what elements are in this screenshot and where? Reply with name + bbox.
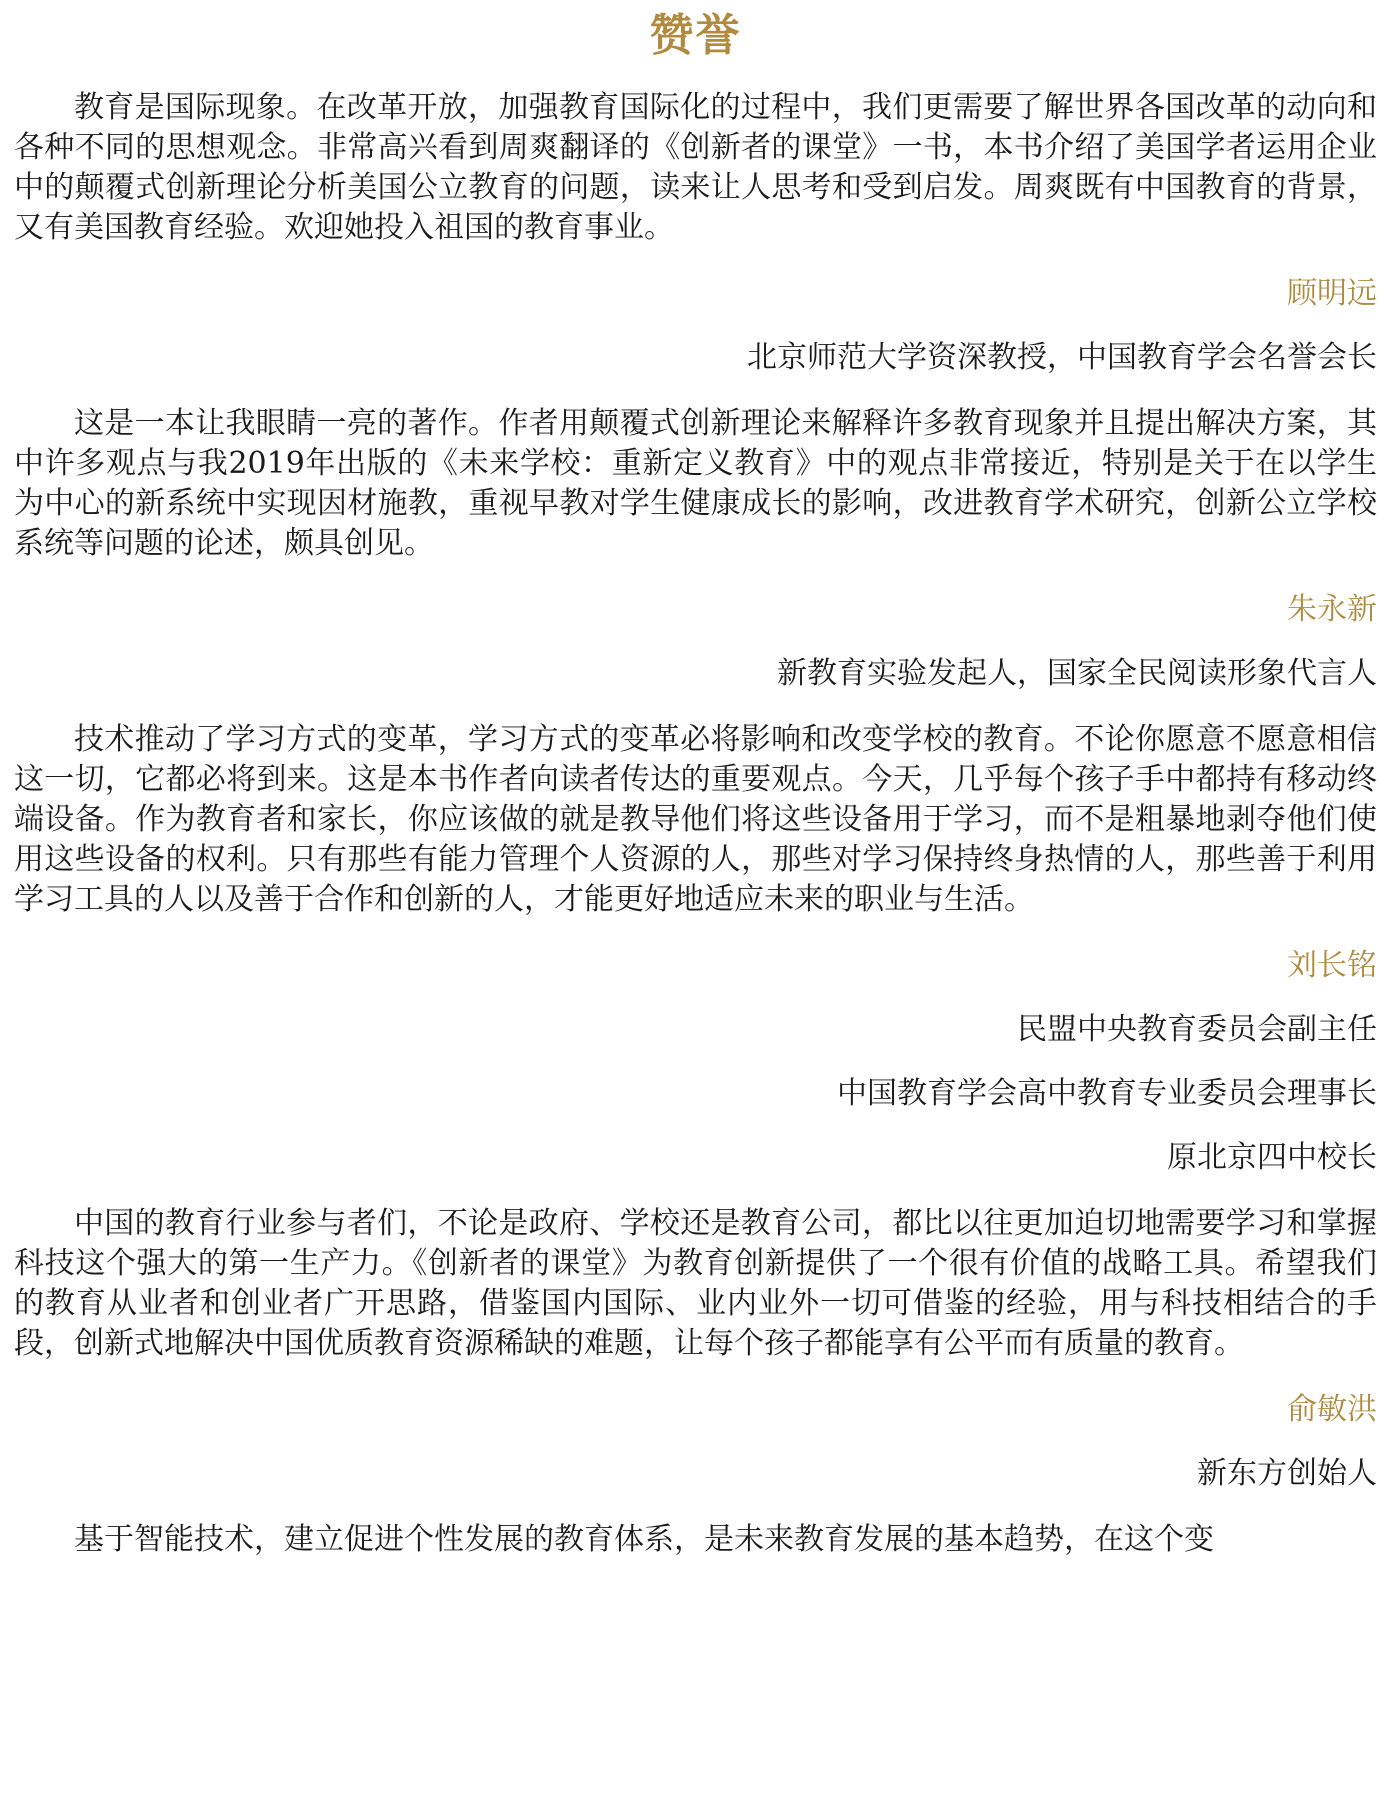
endorsement-role: 民盟中央教育委员会副主任 [1017,1012,1377,1047]
endorsement-role: 新教育实验发起人，国家全民阅读形象代言人 [777,656,1377,691]
endorsement-role: 北京师范大学资深教授，中国教育学会名誉会长 [747,340,1377,375]
endorsement-text: 技术推动了学习方式的变革，学习方式的变革必将影响和改变学校的教育。不论你愿意不愿意相信这一切，它都必将到来。这是本书作者向读者传达的重要观点。今天，几乎每个孩子手中都持有移动终端设备。作为教育者和家长，你应该做的就是教导他们将这些设备用于学习，而不是粗暴地剥夺他们使用这些设备的权利。只有那些有能力管理个人资源的人，那些对学习保持终身热情的人，那些善于利用学习工具的人以及善于合作和创新的人，才能更好地适应未来的职业与生活。 [14,722,1377,917]
endorsement-author: 俞敏洪 [1287,1392,1377,1427]
endorsement-author: 刘长铭 [1287,948,1377,983]
endorsement-author: 朱永新 [1287,592,1377,627]
endorsement [14,404,1377,694]
endorsement [14,720,1377,1178]
endorsement-role: 原北京四中校长 [1167,1140,1377,1175]
endorsement-role: 中国教育学会高中教育专业委员会理事长 [837,1076,1377,1111]
endorsement-text: 这是一本让我眼睛一亮的著作。作者用颠覆式创新理论来解释许多教育现象并且提出解决方案，其中许多观点与我2019年出版的《未来学校：重新定义教育》中的观点非常接近，特别是关于在以学生为中心的新系统中实现因材施教，重视早教对学生健康成长的影响，改进教育学术研究，创新公立学校系统等问题的论述，颇具创见。 [14,406,1377,561]
endorsement [14,1204,1377,1494]
endorsement-text: 基于智能技术，建立促进个性发展的教育体系，是未来教育发展的基本趋势，在这个变 [74,1522,1214,1557]
endorsement-author: 顾明远 [1287,276,1377,311]
page-title: 赞誉 [649,10,742,61]
endorsement [14,1520,1377,1560]
endorsement-role: 新东方创始人 [1197,1456,1377,1491]
endorsement-text: 中国的教育行业参与者们，不论是政府、学校还是教育公司，都比以往更加迫切地需要学习和掌握科技这个强大的第一生产力。《创新者的课堂》为教育创新提供了一个很有价值的战略工具。希望我们的教育从业者和创业者广开思路，借鉴国内国际、业内业外一切可借鉴的经验，用与科技相结合的手段，创新式地解决中国优质教育资源稀缺的难题，让每个孩子都能享有公平而有质量的教育。 [14,1206,1377,1361]
endorsement-text: 教育是国际现象。在改革开放，加强教育国际化的过程中，我们更需要了解世界各国改革的动向和各种不同的思想观念。非常高兴看到周爽翻译的《创新者的课堂》一书，本书介绍了美国学者运用企业中的颠覆式创新理论分析美国公立教育的问题，读来让人思考和受到启发。周爽既有中国教育的背景，又有美国教育经验。欢迎她投入祖国的教育事业。 [14,90,1377,245]
endorsement [14,88,1377,378]
